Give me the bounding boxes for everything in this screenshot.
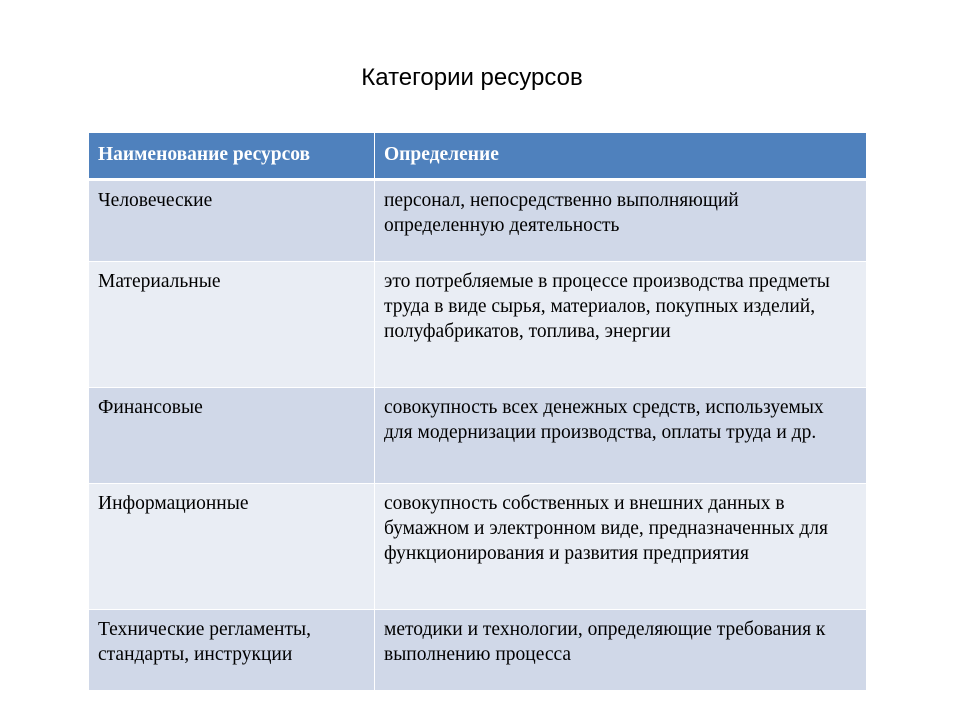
table-row bbox=[89, 388, 867, 484]
header-name: Наименование ресурсов bbox=[89, 133, 375, 180]
table-row bbox=[89, 180, 867, 262]
header-definition: Определение bbox=[375, 133, 867, 180]
resource-definition: совокупность всех денежных средств, используемых для модернизации производства, оплаты труда и др. bbox=[375, 388, 867, 484]
resource-name: Информационные bbox=[89, 484, 375, 610]
resource-name: Технические регламенты, стандарты, инструкции bbox=[89, 610, 375, 691]
resource-definition: это потребляемые в процессе производства предметы труда в виде сырья, материалов, покупных изделий, полуфабрикатов, топлива, энергии bbox=[375, 262, 867, 388]
table-row bbox=[89, 610, 867, 691]
resource-definition: методики и технологии, определяющие требования к выполнению процесса bbox=[375, 610, 867, 691]
resource-definition: совокупность собственных и внешних данных в бумажном и электронном виде, предназначенных для функционирования и развития предприятия bbox=[375, 484, 867, 610]
resource-name: Материальные bbox=[89, 262, 375, 388]
table-row bbox=[89, 262, 867, 388]
resource-name: Человеческие bbox=[89, 180, 375, 262]
table-row bbox=[89, 484, 867, 610]
slide-title: Категории ресурсов bbox=[361, 64, 583, 91]
resource-definition: персонал, непосредственно выполняющий определенную деятельность bbox=[375, 180, 867, 262]
resources-table bbox=[88, 132, 867, 691]
resource-name: Финансовые bbox=[89, 388, 375, 484]
table-header-row bbox=[89, 133, 867, 180]
